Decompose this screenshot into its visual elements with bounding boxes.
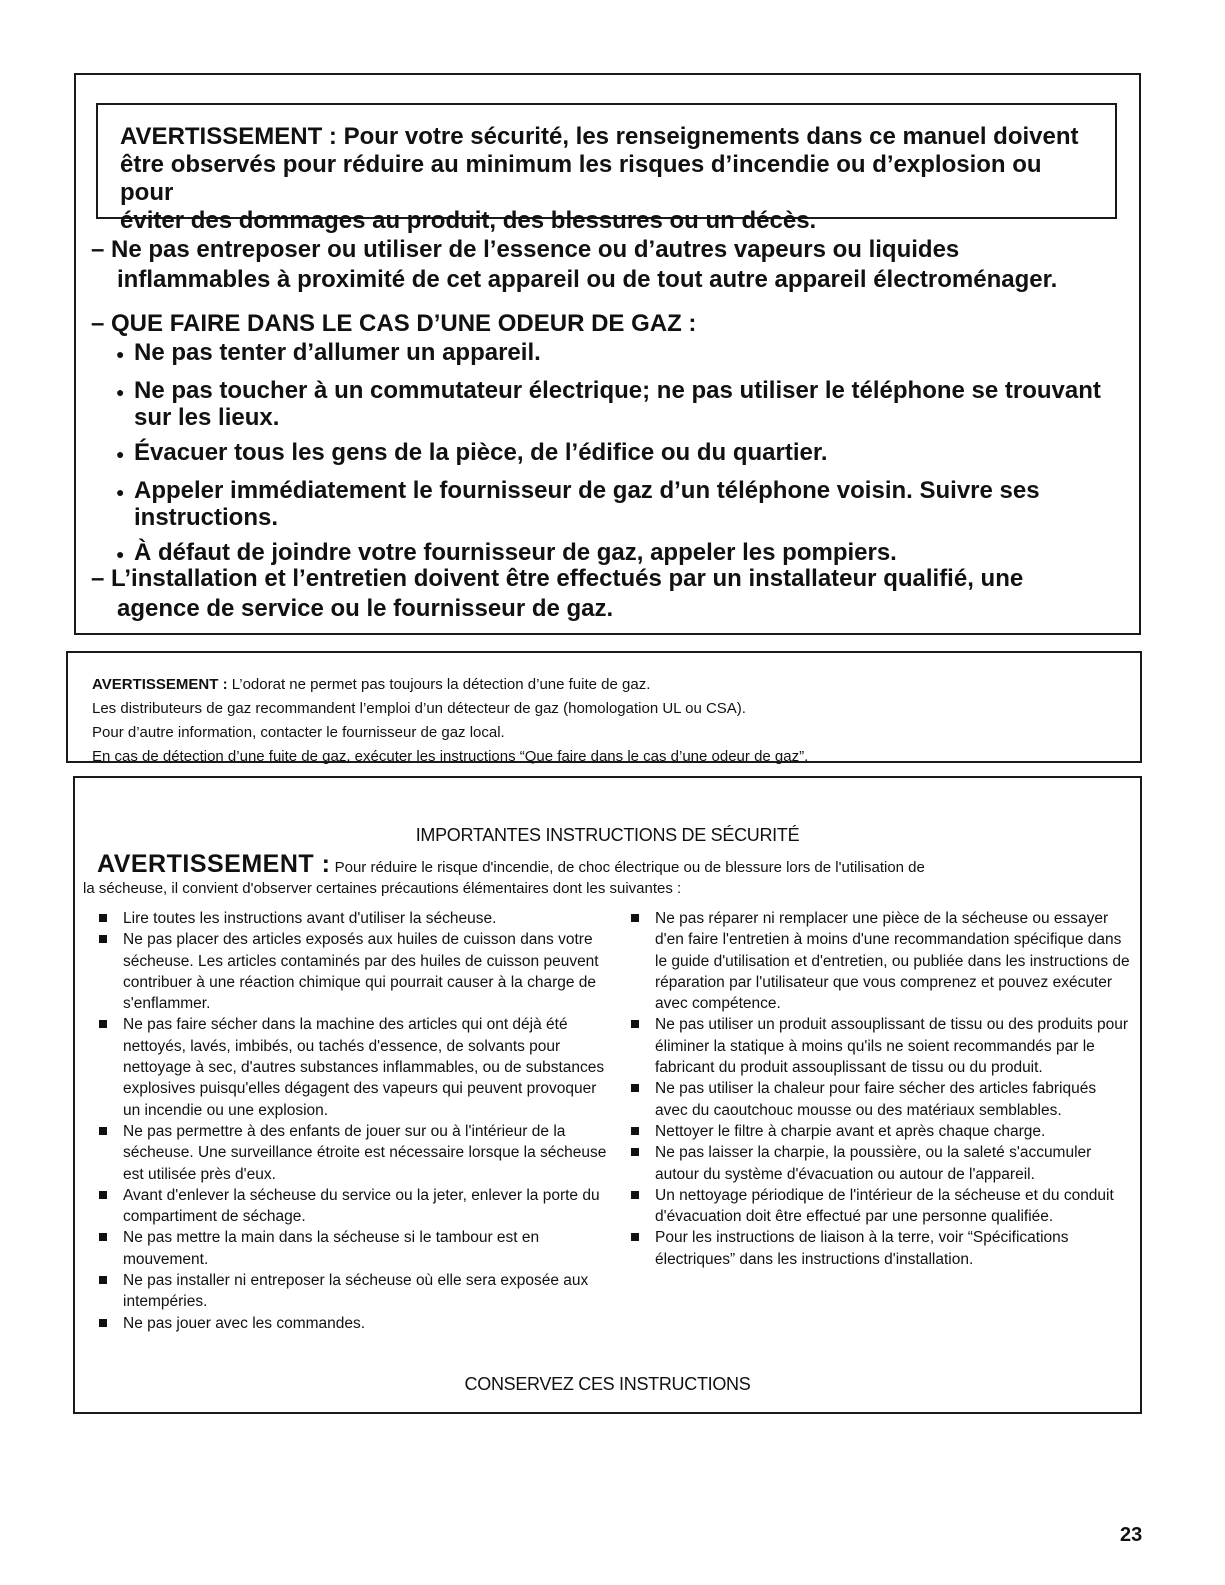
- square-bullet-icon: [93, 929, 123, 949]
- flammables-warning: [91, 235, 1131, 295]
- list-item: [625, 908, 1130, 1014]
- list-item: [625, 1142, 1130, 1185]
- warning-text: la sécheuse, il convient d'observer certaines précautions élémentaires dont les suivantes :: [83, 880, 682, 897]
- warning-label: AVERTISSEMENT :: [92, 676, 228, 693]
- page-number: 23: [1120, 1524, 1143, 1546]
- installation-warning: [91, 564, 1131, 624]
- instruction-text: Pour les instructions de liaison à la terre, voir “Spécifications électriques” dans les instructions d'installation.: [655, 1229, 1069, 1268]
- detection-line: [92, 673, 1140, 697]
- detection-text: L’odorat ne permet pas toujours la détection d’une fuite de gaz.: [227, 676, 651, 693]
- detection-line: Pour d’autre information, contacter le fournisseur de gaz local.: [92, 724, 505, 741]
- square-bullet-icon: [625, 1142, 655, 1162]
- detection-line: En cas de détection d’une fuite de gaz, exécuter les instructions “Que faire dans le cas d’une odeur de gaz”.: [92, 748, 809, 765]
- dryer-warning: [97, 850, 1127, 879]
- list-item: [625, 1078, 1130, 1121]
- flammables-line: – Ne pas entreposer ou utiliser de l’essence ou d’autres vapeurs ou liquides: [91, 236, 960, 263]
- detection-line: Les distributeurs de gaz recommandent l’emploi d’un détecteur de gaz (homologation UL ou CSA).: [92, 700, 746, 717]
- warning-text: Pour réduire le risque d'incendie, de choc électrique ou de blessure lors de l'utilisation de: [330, 859, 925, 876]
- flammables-line: inflammables à proximité de cet appareil ou de tout autre appareil électroménager.: [117, 266, 1058, 293]
- square-bullet-icon: [93, 1014, 123, 1034]
- instruction-text: Ne pas faire sécher dans la machine des articles qui ont déjà été nettoyés, lavés, imbibés, ou tachés d'essence, de solvants pour nettoyage à sec, d'autres substances inflammables, ou de substances explosives puisqu'elles dégagent des vapeurs qui peuvent provoquer un incendie ou une explosion.: [123, 1016, 605, 1119]
- gas-detection-warning-box: [66, 651, 1142, 763]
- square-bullet-icon: [93, 1121, 123, 1141]
- instruction-text: Ne pas permettre à des enfants de jouer sur ou à l'intérieur de la sécheuse. Une surveillance étroite est nécessaire lorsque la sécheuse est utilisée près d'eux.: [123, 1122, 607, 1183]
- square-bullet-icon: [625, 1078, 655, 1098]
- instruction-text: Ne pas laisser la charpie, la poussière, ou la saleté s'accumuler autour du système d'évacuation ou autour de l'appareil.: [655, 1144, 1092, 1183]
- gas-safety-box: [74, 73, 1141, 635]
- instruction-text: Ne pas mettre la main dans la sécheuse si le tambour est en mouvement.: [123, 1229, 540, 1268]
- list-item: [116, 477, 1126, 531]
- step-text: Ne pas toucher à un commutateur électrique; ne pas utiliser le téléphone se trouvant sur les lieux.: [134, 377, 1101, 431]
- instruction-text: Ne pas réparer ni remplacer une pièce de la sécheuse ou essayer d'en faire l'entretien à moins d'une recommandation spécifique dans le guide d'utilisation et d'entretien, ou publiée dans les instructions de réparation par l'utilisateur que vous comprenez et pouvez exécuter avec compétence.: [655, 910, 1130, 1013]
- instruction-text: Ne pas utiliser un produit assouplissant de tissu ou des produits pour éliminer la statique à moins qu'ils ne soient recommandés par le fabricant du produit assouplissant de tissu ou du produit.: [655, 1016, 1129, 1077]
- list-item: [93, 1014, 613, 1120]
- square-bullet-icon: [93, 1313, 123, 1333]
- square-bullet-icon: [93, 1227, 123, 1247]
- list-item: [93, 1227, 613, 1270]
- installation-line: – L’installation et l’entretien doivent être effectués par un installateur qualifié, une: [91, 565, 1024, 592]
- safety-warning-banner: [96, 103, 1117, 234]
- section-title: IMPORTANTES INSTRUCTIONS DE SÉCURITÉ: [415, 825, 800, 845]
- square-bullet-icon: [625, 1121, 655, 1141]
- instructions-left-column: [93, 908, 613, 1334]
- list-item: [93, 1270, 613, 1313]
- warning-line: éviter des dommages au produit, des blessures ou un décès.: [120, 207, 817, 234]
- warning-label: AVERTISSEMENT :: [97, 850, 331, 878]
- instruction-text: Lire toutes les instructions avant d'utiliser la sécheuse.: [123, 910, 497, 927]
- step-text: Ne pas tenter d’allumer un appareil.: [134, 339, 541, 366]
- bullet-icon: ●: [116, 446, 125, 462]
- list-item: [625, 1014, 1130, 1078]
- list-item: [93, 1121, 613, 1185]
- list-item: [625, 1121, 1130, 1142]
- gas-odor-steps: [116, 339, 1126, 577]
- bullet-icon: ●: [116, 384, 125, 400]
- instruction-text: Avant d'enlever la sécheuse du service ou la jeter, enlever la porte du compartiment de séchage.: [123, 1186, 600, 1226]
- list-item: [625, 1185, 1130, 1228]
- square-bullet-icon: [625, 1227, 655, 1247]
- list-item: [116, 339, 1126, 369]
- list-item: [93, 908, 613, 929]
- list-item: [93, 929, 613, 1014]
- list-item: [116, 439, 1126, 469]
- list-item: [93, 1185, 613, 1228]
- instruction-text: Ne pas placer des articles exposés aux huiles de cuisson dans votre sécheuse. Les articles contaminés par des huiles de cuisson peuvent contribuer à une réaction chimique qui pourrait causer à la charge de s'enflammer.: [123, 931, 599, 1013]
- step-text: Appeler immédiatement le fournisseur de gaz d’un téléphone voisin. Suivre ses instructions.: [134, 477, 1040, 531]
- square-bullet-icon: [93, 1185, 123, 1205]
- square-bullet-icon: [625, 1014, 655, 1034]
- gas-odor-heading: – QUE FAIRE DANS LE CAS D’UNE ODEUR DE GAZ :: [91, 310, 697, 337]
- list-item: [625, 1227, 1130, 1270]
- bullet-icon: ●: [116, 546, 125, 562]
- bullet-icon: ●: [116, 346, 125, 362]
- list-item: [116, 377, 1126, 431]
- list-item: [93, 1313, 613, 1334]
- important-safety-instructions-box: [73, 776, 1142, 1414]
- installation-line: agence de service ou le fournisseur de gaz.: [117, 595, 614, 622]
- warning-line: être observés pour réduire au minimum les risques d’incendie ou d’explosion ou pour: [120, 151, 1042, 206]
- step-text: À défaut de joindre votre fournisseur de gaz, appeler les pompiers.: [134, 539, 897, 566]
- instruction-text: Ne pas installer ni entreposer la sécheuse où elle sera exposée aux intempéries.: [123, 1272, 589, 1311]
- step-text: Évacuer tous les gens de la pièce, de l’édifice ou du quartier.: [134, 439, 828, 466]
- square-bullet-icon: [93, 908, 123, 928]
- instruction-text: Ne pas jouer avec les commandes.: [123, 1314, 366, 1332]
- square-bullet-icon: [93, 1270, 123, 1290]
- instruction-text: Un nettoyage périodique de l'intérieur de la sécheuse et du conduit d'évacuation doit être effectué par une personne qualifiée.: [655, 1186, 1114, 1226]
- save-instructions-footer: CONSERVEZ CES INSTRUCTIONS: [464, 1374, 751, 1394]
- instructions-right-column: [625, 908, 1130, 1270]
- square-bullet-icon: [625, 1185, 655, 1205]
- instruction-text: Nettoyer le filtre à charpie avant et après chaque charge.: [655, 1122, 1046, 1140]
- square-bullet-icon: [625, 908, 655, 928]
- bullet-icon: ●: [116, 484, 125, 500]
- warning-line: AVERTISSEMENT : Pour votre sécurité, les renseignements dans ce manuel doivent: [120, 123, 1079, 150]
- instruction-text: Ne pas utiliser la chaleur pour faire sécher des articles fabriqués avec du caoutchouc mousse ou des matériaux semblables.: [655, 1080, 1097, 1119]
